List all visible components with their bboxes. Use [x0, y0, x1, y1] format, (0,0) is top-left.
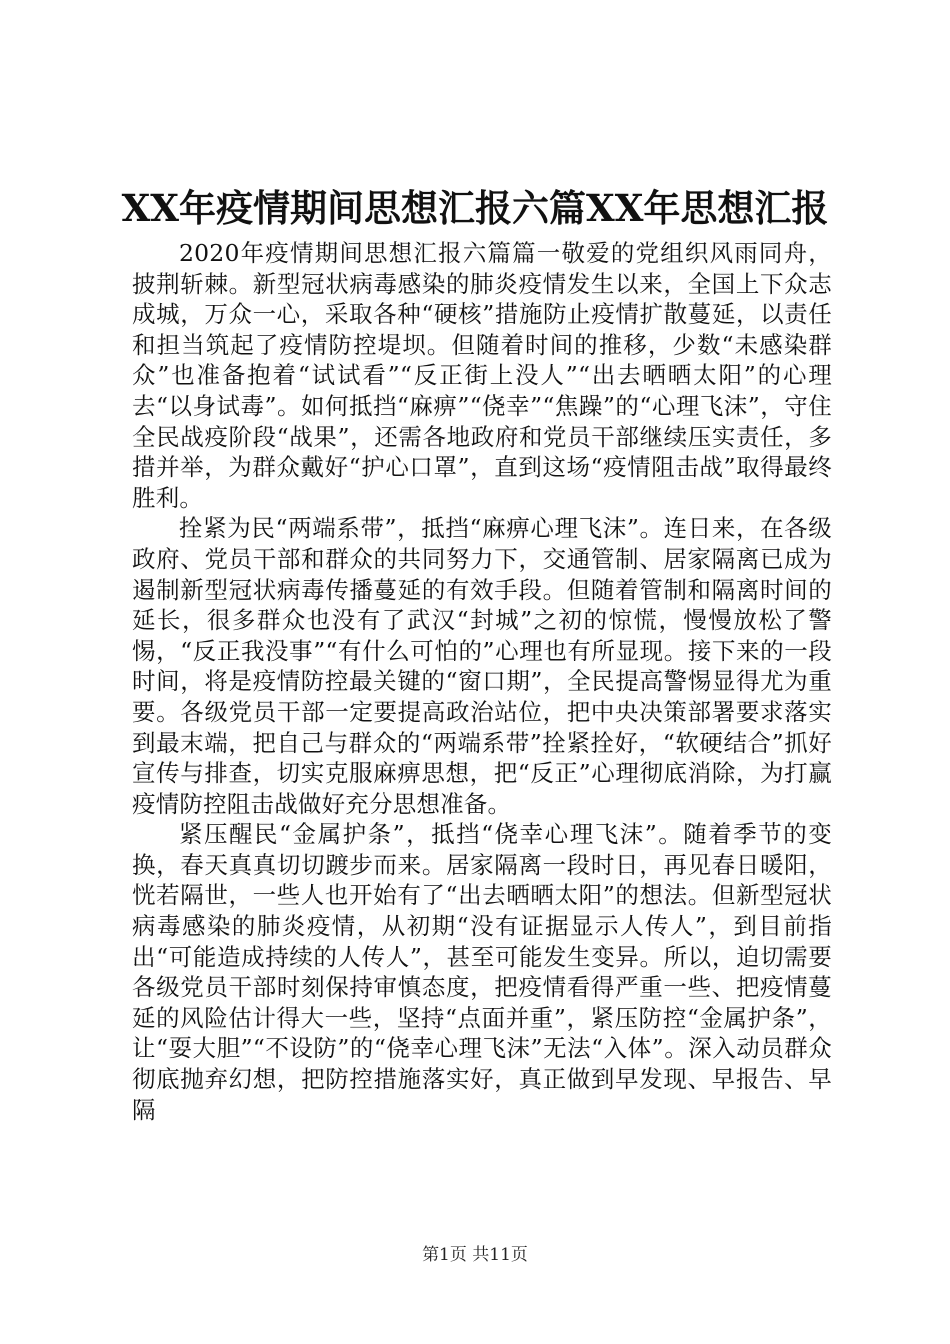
document-body — [132, 238, 832, 1125]
document-title: XX年疫情期间思想汇报六篇XX年思想汇报 — [121, 186, 829, 230]
paragraph-2: 拴紧为民“两端系带”，抵挡“麻痹心理飞沫”。连日来，在各级政府、党员干部和群众的共同努力下，交通管制、居家隔离已成为遏制新型冠状病毒传播蔓延的有效手段。但随着管制和隔离时间的延长，很多群众也没有了武汉“封城”之初的惊慌，慢慢放松了警惕，“反正我没事”“有什么可怕的”心理也有所显现。接下来的一段时间，将是疫情防控最关键的“窗口期”，全民提高警惕显得尤为重要。各级党员干部一定要提高政治站位，把中央决策部署要求落实到最末端，把自己与群众的“两端系带”拴紧拴好，“软硬结合”抓好宣传与排查，切实克服麻痹思想，把“反正”心理彻底消除，为打赢疫情防控阻击战做好充分思想准备。 — [132, 514, 832, 818]
page-footer: 第1页 共11页 — [422, 1245, 528, 1265]
paragraph-3: 紧压醒民“金属护条”，抵挡“侥幸心理飞沫”。随着季节的变换，春天真真切切踱步而来。居家隔离一段时日，再见春日暖阳，恍若隔世，一些人也开始有了“出去晒晒太阳”的想法。但新型冠状病毒感染的肺炎疫情，从初期“没有证据显示人传人”，到目前指出“可能造成持续的人传人”，甚至可能发生变异。所以，迫切需要各级党员干部时刻保持审慎态度，把疫情看得严重一些、把疫情蔓延的风险估计得大一些，坚持“点面并重”，紧压防控“金属护条”，让“耍大胆”“不设防”的“侥幸心理飞沫”无法“入体”。深入动员群众彻底抛弃幻想，把防控措施落实好，真正做到早发现、早报告、早隔 — [132, 820, 832, 1124]
paragraph-1: 2020年疫情期间思想汇报六篇篇一敬爱的党组织风雨同舟，披荆斩棘。新型冠状病毒感染的肺炎疫情发生以来，全国上下众志成城，万众一心，采取各种“硬核”措施防止疫情扩散蔓延，以责任和担当筑起了疫情防控堤坝。但随着时间的推移，少数“未感染群众”也准备抱着“试试看”“反正街上没人”“出去晒晒太阳”的心理去“以身试毒”。如何抵挡“麻痹”“侥幸”“焦躁”的“心理飞沫”，守住全民战疫阶段“战果”，还需各地政府和党员干部继续压实责任，多措并举，为群众戴好“护心口罩”，直到这场“疫情阻击战”取得最终胜利。 — [132, 239, 832, 512]
